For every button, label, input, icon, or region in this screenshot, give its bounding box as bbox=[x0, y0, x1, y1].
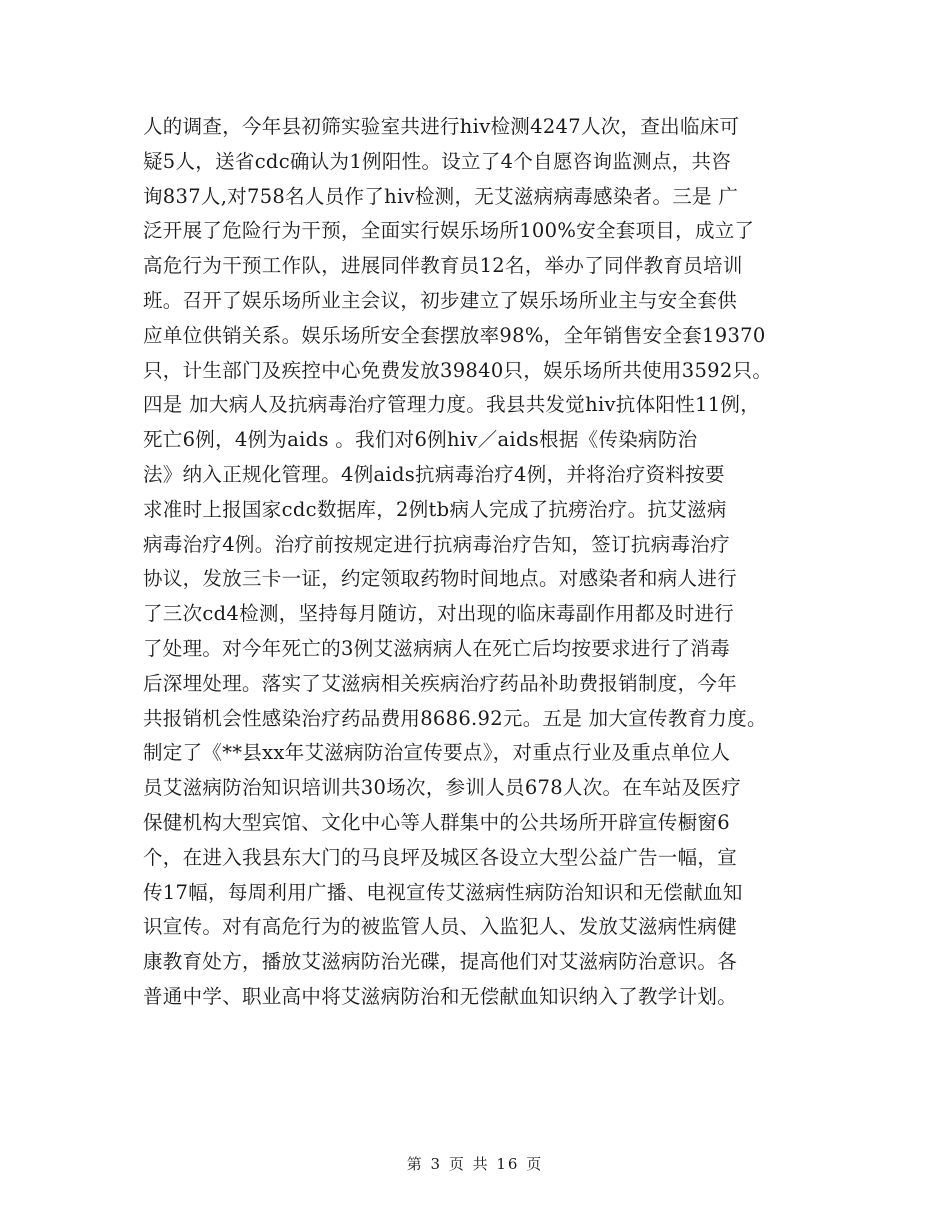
text-line: 求准时上报国家cdc数据库，2例tb病人完成了抗痨治疗。抗艾滋病 bbox=[143, 497, 727, 521]
text-line: 个，在进入我县东大门的马良坪及城区各设立大型公益广告一幅，宣 bbox=[143, 845, 738, 869]
text-line: 疑5人，送省cdc确认为1例阳性。设立了4个自愿咨询监测点，共咨 bbox=[143, 149, 732, 173]
text-line: 康教育处方，播放艾滋病防治光碟，提高他们对艾滋病防治意识。各 bbox=[143, 950, 738, 974]
text-line: 应单位供销关系。娱乐场所安全套摆放率98%，全年销售安全套19370 bbox=[143, 323, 766, 347]
text-line: 班。召开了娱乐场所业主会议，初步建立了娱乐场所业主与安全套供 bbox=[143, 288, 738, 312]
text-line: 法》纳入正规化管理。4例aids抗病毒治疗4例，并将治疗资料按要 bbox=[143, 462, 725, 486]
text-line: 识宣传。对有高危行为的被监管人员、入监犯人、发放艾滋病性病健 bbox=[143, 915, 738, 939]
text-line: 了处理。对今年死亡的3例艾滋病病人在死亡后均按要求进行了消毒 bbox=[143, 636, 730, 660]
text-line: 四是 加大病人及抗病毒治疗管理力度。我县共发觉hiv抗体阳性11例， bbox=[143, 393, 761, 417]
text-line: 了三次cd4检测，坚持每月随访，对出现的临床毒副作用都及时进行 bbox=[143, 602, 735, 626]
text-line: 死亡6例，4例为aids 。我们对6例hiv／aids根据《传染病防治 bbox=[143, 428, 698, 452]
body-text bbox=[143, 110, 843, 1015]
text-line: 泛开展了危险行为干预，全面实行娱乐场所100%安全套项目，成立了 bbox=[143, 219, 755, 243]
text-line: 病毒治疗4例。治疗前按规定进行抗病毒治疗告知，签订抗病毒治疗 bbox=[143, 532, 730, 556]
text-line: 人的调查，今年县初筛实验室共进行hiv检测4247人次，查出临床可 bbox=[143, 115, 740, 138]
page-number-footer: 第 3 页 共 16 页 bbox=[406, 1155, 544, 1173]
text-line: 询837人,对758名人员作了hiv检测，无艾滋病病毒感染者。三是 广 bbox=[143, 184, 739, 208]
text-line: 保健机构大型宾馆、文化中心等人群集中的公共场所开辟宣传橱窗6 bbox=[143, 810, 730, 834]
text-line: 共报销机会性感染治疗药品费用8686.92元。五是 加大宣传教育力度。 bbox=[143, 706, 767, 730]
text-line: 后深埋处理。落实了艾滋病相关疾病治疗药品补助费报销制度，今年 bbox=[143, 671, 738, 695]
text-line: 只，计生部门及疾控中心免费发放39840只，娱乐场所共使用3592只。 bbox=[143, 358, 773, 382]
text-line: 员艾滋病防治知识培训共30场次，参训人员678人次。在车站及医疗 bbox=[143, 776, 742, 800]
text-line: 高危行为干预工作队，进展同伴教育员12名，举办了同伴教育员培训 bbox=[143, 254, 743, 278]
text-line: 普通中学、职业高中将艾滋病防治和无偿献血知识纳入了教学计划。 bbox=[143, 984, 738, 1008]
text-line: 协议，发放三卡一证，约定领取药物时间地点。对感染者和病人进行 bbox=[143, 567, 738, 591]
text-line: 传17幅，每周利用广播、电视宣传艾滋病性病防治知识和无偿献血知 bbox=[143, 880, 743, 904]
text-line: 制定了《**县xx年艾滋病防治宣传要点》，对重点行业及重点单位人 bbox=[143, 741, 731, 765]
